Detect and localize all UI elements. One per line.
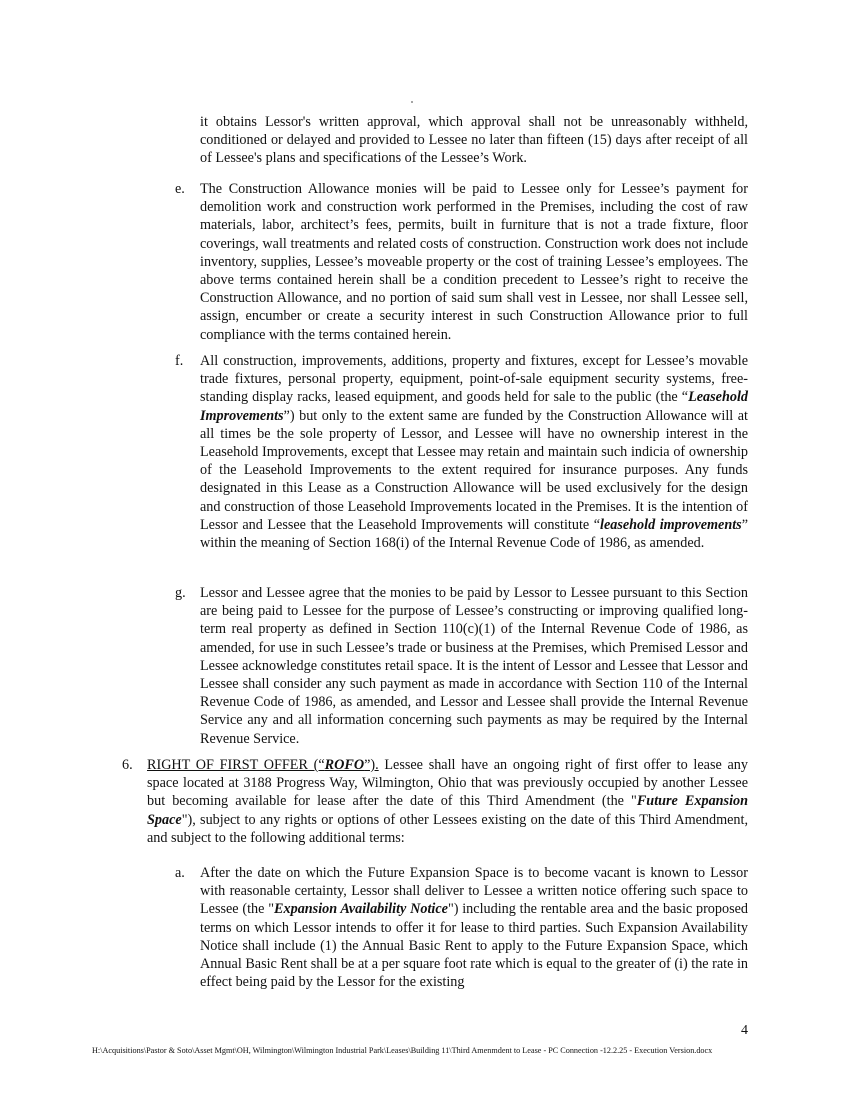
defined-term-leasehold-improvements: Leasehold Improvements	[200, 389, 748, 424]
scan-speck	[411, 101, 413, 103]
item-f-text-2: ”) but only to the extent same are funded by the Construction Allowance will at all times be the sole property of Lessor, and Lessee will have no ownership interest in the Leasehold Improvements, except that Lessee may retain and maintain such indicia of ownership of the Leasehold Improvements to the extent required for insurance purposes. Any funds designated in this Lease as a Construction Allowance will be used exclusively for the design and construction of those Leasehold Improvements located in the Premises. It is the intention of Lessor and Lessee that the Leasehold Improvements will constitute “	[200, 407, 748, 533]
item-a-text-2: ") including the rentable area and the basic proposed terms on which Lessor intends to offer it for lease to third parties. Such Expansion Availability Notice shall include (1) the Annual Basic Rent to apply to the Future Expansion Space, which Annual Basic Rent shall be at a per square foot rate which is equal to the greater of (i) the rate in effect being paid by the Lessor for the existing	[200, 901, 748, 991]
item-a-text-1: After the date on which the Future Expansion Space is to become vacant is known to Lessor with reasonable certainty, Lessor shall deliver to Lessee a written notice offering such space to Lessee (the "	[200, 865, 748, 918]
section-6-paragraph	[147, 756, 748, 847]
section-6-text-2: "), subject to any rights or options of other Lessees existing on the date of this Third Amendment, and subject to the following additional terms:	[147, 811, 748, 846]
footer-file-path: H:\Acquisitions\Pastor & Soto\Asset Mgmt\OH, Wilmington\Wilmington Industrial Park\Leases\Building 11\Third Amenmdent to Lease - PC Connection -12.2.25 - Execution Version.docx	[92, 1046, 713, 1055]
item-a-paragraph	[200, 864, 748, 991]
section-6-text-1: Lessee shall have an ongoing right of first offer to lease any space located at 3188 Progress Way, Wilmington, Ohio that was previously occupied by another Lessee but becoming available for lease after the date of this Third Amendment (the "	[147, 757, 748, 810]
section-6-heading-text-1: RIGHT OF FIRST OFFER (“	[147, 757, 325, 773]
page-number: 4	[741, 1023, 748, 1038]
defined-term-future-expansion-space: Future Expansion Space	[147, 793, 749, 828]
item-a-label: a.	[175, 865, 185, 881]
item-f-label: f.	[175, 353, 184, 369]
item-g-label: g.	[175, 585, 186, 601]
defined-term-leasehold-improvements-lower: leasehold improvements	[600, 516, 742, 533]
section-6-number: 6.	[122, 757, 133, 773]
item-e-label: e.	[175, 181, 185, 197]
section-6-heading	[147, 757, 379, 773]
item-f-text-3: ” within the meaning of Section 168(i) of the Internal Revenue Code of 1986, as amended.	[200, 516, 748, 552]
defined-term-rofo: ROFO	[324, 757, 365, 773]
continued-paragraph: it obtains Lessor's written approval, which approval shall not be unreasonably withheld, conditioned or delayed and provided to Lessee no later than fifteen (15) days after receipt of all of Lessee's plans and specifications of the Lessee’s Work.	[200, 114, 748, 167]
item-g-paragraph: Lessor and Lessee agree that the monies to be paid by Lessor to Lessee pursuant to this Section are being paid to Lessee for the purpose of Lessee’s constructing or improving qualified long-term real property as defined in Section 110(c)(1) of the Internal Revenue Code of 1986, as amended, for use in such Lessee’s trade or business at the Premises, which Premised Lessor and Lessee acknowledge constitutes retail space. It is the intent of Lessor and Lessee that Lessor and Lessee shall consider any such payment as made in accordance with Section 110 of the Internal Revenue Code of 1986, as amended, and Lessor and Lessee shall provide the Internal Revenue Service any and all information concerning such payments as may be required by the Internal Revenue Service.	[200, 585, 748, 747]
defined-term-expansion-availability-notice: Expansion Availability Notice	[274, 901, 448, 918]
item-e-paragraph: The Construction Allowance monies will be paid to Lessee only for Lessee’s payment for demolition work and construction work performed in the Premises, including the cost of raw materials, labor, architect’s fees, permits, built in furniture that is not a trade fixture, floor coverings, wall treatments and related costs of construction. Construction work does not include inventory, supplies, Lessee’s moveable property or the cost of training Lessee’s employees. The above terms contained herein shall be a condition precedent to Lessee’s right to receive the Construction Allowance, and no portion of said sum shall vest in Lessee, nor shall Lessee sell, assign, encumber or create a security interest in such Construction Allowance prior to full compliance with the terms contained herein.	[200, 181, 748, 343]
section-6-heading-text-2: ”).	[364, 757, 379, 773]
item-f-paragraph	[200, 352, 748, 552]
item-f-text-1: All construction, improvements, additions, property and fixtures, except for Lessee’s movable trade fixtures, personal property, equipment, point-of-sale equipment security systems, free-standing display racks, leased equipment, and goods held for sale to the public (the “	[200, 353, 748, 406]
